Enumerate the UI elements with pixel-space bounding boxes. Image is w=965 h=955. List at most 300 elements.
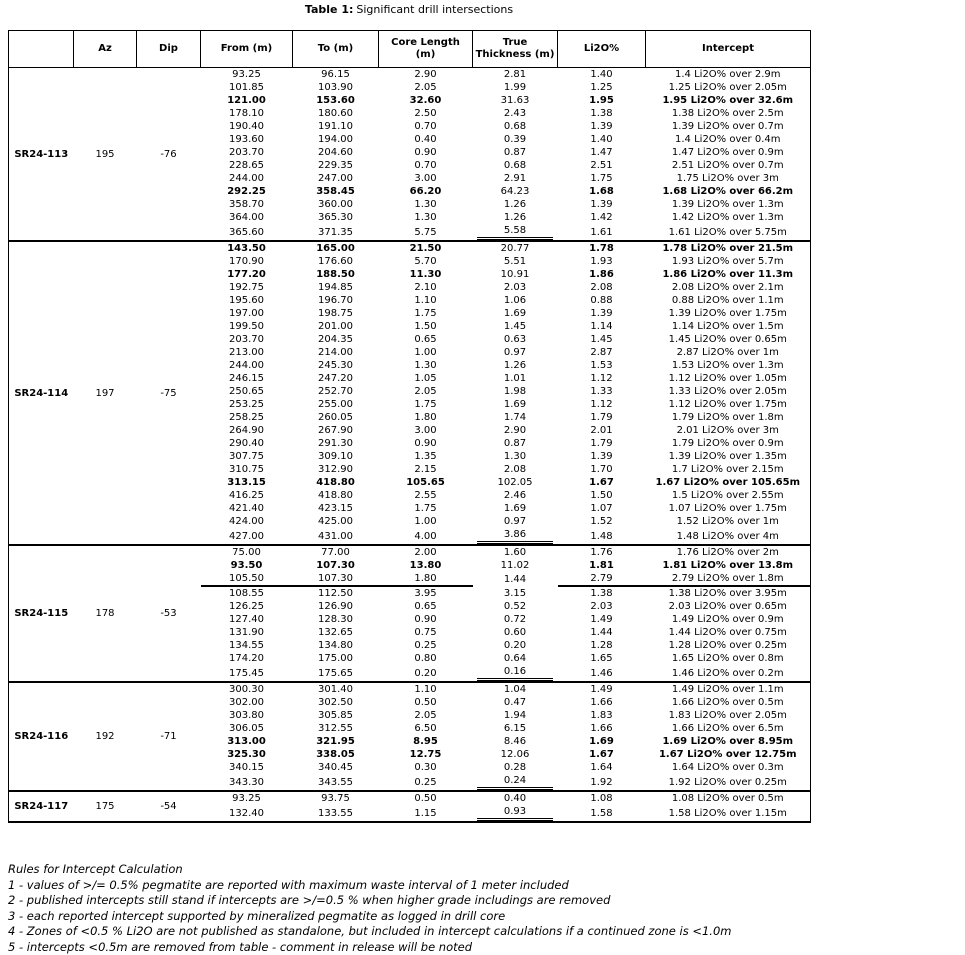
- true-thickness-cell: 1.44: [473, 572, 558, 586]
- intercept-cell: 1.49 Li2O% over 1.1m: [646, 682, 811, 696]
- core-length-cell: 1.50: [379, 320, 473, 333]
- table-title: [8, 3, 810, 17]
- table-title-label: Table 1:: [305, 3, 354, 16]
- core-length-cell: 11.30: [379, 268, 473, 281]
- hole-id-cell: SR24-117: [9, 791, 74, 822]
- from-cell: 250.65: [201, 385, 293, 398]
- to-cell: 201.00: [293, 320, 379, 333]
- from-cell: 132.40: [201, 805, 293, 822]
- column-header-6: True Thickness (m): [473, 31, 558, 68]
- intercept-cell: 1.4 Li2O% over 0.4m: [646, 133, 811, 146]
- core-length-cell: 1.00: [379, 346, 473, 359]
- true-thickness-value: 3.86: [477, 529, 553, 544]
- from-cell: 310.75: [201, 463, 293, 476]
- from-cell: 134.55: [201, 639, 293, 652]
- li2o-cell: 1.61: [558, 224, 646, 241]
- li2o-cell: 1.66: [558, 722, 646, 735]
- intercept-cell: 1.67 Li2O% over 105.65m: [646, 476, 811, 489]
- from-cell: 303.80: [201, 709, 293, 722]
- intercept-cell: 1.75 Li2O% over 3m: [646, 172, 811, 185]
- li2o-cell: 1.86: [558, 268, 646, 281]
- core-length-cell: 3.95: [379, 586, 473, 600]
- intercept-cell: 1.5 Li2O% over 2.55m: [646, 489, 811, 502]
- true-thickness-cell: 1.45: [473, 320, 558, 333]
- intercept-cell: 1.12 Li2O% over 1.05m: [646, 372, 811, 385]
- to-cell: 128.30: [293, 613, 379, 626]
- intercept-cell: 0.88 Li2O% over 1.1m: [646, 294, 811, 307]
- from-cell: 199.50: [201, 320, 293, 333]
- true-thickness-cell: 102.05: [473, 476, 558, 489]
- from-cell: 178.10: [201, 107, 293, 120]
- to-cell: 180.60: [293, 107, 379, 120]
- intercept-cell: 2.79 Li2O% over 1.8m: [646, 572, 811, 586]
- li2o-cell: 1.42: [558, 211, 646, 224]
- to-cell: 196.70: [293, 294, 379, 307]
- li2o-cell: 0.88: [558, 294, 646, 307]
- core-length-cell: 1.75: [379, 398, 473, 411]
- from-cell: 300.30: [201, 682, 293, 696]
- from-cell: 416.25: [201, 489, 293, 502]
- li2o-cell: 2.08: [558, 281, 646, 294]
- core-length-cell: 4.00: [379, 528, 473, 545]
- true-thickness-cell: 1.04: [473, 682, 558, 696]
- li2o-cell: 1.69: [558, 735, 646, 748]
- core-length-cell: 0.50: [379, 791, 473, 805]
- intercept-rules: [8, 862, 948, 955]
- li2o-cell: 1.95: [558, 94, 646, 107]
- true-thickness-cell: 0.47: [473, 696, 558, 709]
- intercept-cell: 1.12 Li2O% over 1.75m: [646, 398, 811, 411]
- table-header: [9, 31, 811, 68]
- li2o-cell: 1.39: [558, 198, 646, 211]
- true-thickness-cell: [473, 805, 558, 822]
- to-cell: 418.80: [293, 489, 379, 502]
- intercept-cell: 1.48 Li2O% over 4m: [646, 528, 811, 545]
- core-length-cell: 5.70: [379, 255, 473, 268]
- to-cell: 255.00: [293, 398, 379, 411]
- li2o-cell: 1.66: [558, 696, 646, 709]
- dip-cell: -53: [137, 545, 201, 682]
- to-cell: 312.55: [293, 722, 379, 735]
- intercept-cell: 1.86 Li2O% over 11.3m: [646, 268, 811, 281]
- core-length-cell: 8.95: [379, 735, 473, 748]
- to-cell: 176.60: [293, 255, 379, 268]
- rule-line: 2 - published intercepts still stand if intercepts are >/=0.5 % when higher grade includings are removed: [8, 893, 948, 909]
- from-cell: 358.70: [201, 198, 293, 211]
- to-cell: 153.60: [293, 94, 379, 107]
- true-thickness-cell: 0.60: [473, 626, 558, 639]
- table-title-text: Significant drill intersections: [356, 3, 513, 16]
- from-cell: 340.15: [201, 761, 293, 774]
- intercept-cell: 1.39 Li2O% over 0.7m: [646, 120, 811, 133]
- column-header-1: Az: [74, 31, 137, 68]
- az-cell: 175: [74, 791, 137, 822]
- true-thickness-cell: [473, 665, 558, 682]
- to-cell: 198.75: [293, 307, 379, 320]
- true-thickness-cell: 0.68: [473, 120, 558, 133]
- core-length-cell: 0.25: [379, 774, 473, 791]
- true-thickness-value: 5.58: [477, 225, 553, 240]
- to-cell: 112.50: [293, 586, 379, 600]
- intercept-cell: 1.68 Li2O% over 66.2m: [646, 185, 811, 198]
- true-thickness-cell: 11.02: [473, 559, 558, 572]
- from-cell: 213.00: [201, 346, 293, 359]
- li2o-cell: 1.52: [558, 515, 646, 528]
- hole-id-cell: SR24-113: [9, 68, 74, 242]
- true-thickness-cell: [473, 224, 558, 241]
- to-cell: 418.80: [293, 476, 379, 489]
- column-header-8: Intercept: [646, 31, 811, 68]
- rule-line: 1 - values of >/= 0.5% pegmatite are reported with maximum waste interval of 1 meter included: [8, 878, 948, 894]
- true-thickness-cell: 0.63: [473, 333, 558, 346]
- from-cell: 108.55: [201, 586, 293, 600]
- table-header-row: [9, 31, 811, 68]
- to-cell: 93.75: [293, 791, 379, 805]
- li2o-cell: 1.28: [558, 639, 646, 652]
- intercept-cell: 1.42 Li2O% over 1.3m: [646, 211, 811, 224]
- from-cell: 126.25: [201, 600, 293, 613]
- li2o-cell: 2.51: [558, 159, 646, 172]
- core-length-cell: 2.00: [379, 545, 473, 559]
- from-cell: 197.00: [201, 307, 293, 320]
- intercept-cell: 1.93 Li2O% over 5.7m: [646, 255, 811, 268]
- az-cell: 178: [74, 545, 137, 682]
- core-length-cell: 0.20: [379, 665, 473, 682]
- az-cell: 197: [74, 241, 137, 545]
- intercept-cell: 1.39 Li2O% over 1.75m: [646, 307, 811, 320]
- core-length-cell: 105.65: [379, 476, 473, 489]
- from-cell: 306.05: [201, 722, 293, 735]
- li2o-cell: 1.50: [558, 489, 646, 502]
- column-header-3: From (m): [201, 31, 293, 68]
- li2o-cell: 1.14: [558, 320, 646, 333]
- core-length-cell: 0.75: [379, 626, 473, 639]
- to-cell: 247.20: [293, 372, 379, 385]
- to-cell: 134.80: [293, 639, 379, 652]
- true-thickness-value: 0.24: [477, 775, 553, 790]
- intercept-cell: 1.39 Li2O% over 1.35m: [646, 450, 811, 463]
- rules-heading: Rules for Intercept Calculation: [8, 862, 948, 878]
- core-length-cell: 3.00: [379, 424, 473, 437]
- hole-id-cell: SR24-114: [9, 241, 74, 545]
- intercept-cell: 1.38 Li2O% over 3.95m: [646, 586, 811, 600]
- rule-line: 5 - intercepts <0.5m are removed from table - comment in release will be noted: [8, 940, 948, 955]
- true-thickness-cell: 1.74: [473, 411, 558, 424]
- from-cell: 307.75: [201, 450, 293, 463]
- true-thickness-cell: 1.26: [473, 198, 558, 211]
- true-thickness-cell: [473, 774, 558, 791]
- table-row: [9, 545, 811, 559]
- from-cell: 121.00: [201, 94, 293, 107]
- from-cell: 228.65: [201, 159, 293, 172]
- li2o-cell: 1.49: [558, 682, 646, 696]
- from-cell: 203.70: [201, 146, 293, 159]
- core-length-cell: 1.35: [379, 450, 473, 463]
- core-length-cell: 2.05: [379, 709, 473, 722]
- intercept-cell: 1.38 Li2O% over 2.5m: [646, 107, 811, 120]
- intercept-cell: 2.03 Li2O% over 0.65m: [646, 600, 811, 613]
- li2o-cell: 1.53: [558, 359, 646, 372]
- to-cell: 194.00: [293, 133, 379, 146]
- drill-intersections-table: [8, 30, 811, 823]
- core-length-cell: 13.80: [379, 559, 473, 572]
- li2o-cell: 1.12: [558, 372, 646, 385]
- dip-cell: -54: [137, 791, 201, 822]
- table-row: [9, 682, 811, 696]
- core-length-cell: 1.80: [379, 411, 473, 424]
- rule-line: 4 - Zones of <0.5 % Li2O are not published as standalone, but included in intercept calculations if a continued zone is <1.0m: [8, 924, 948, 940]
- core-length-cell: 0.25: [379, 639, 473, 652]
- li2o-cell: 1.49: [558, 613, 646, 626]
- true-thickness-cell: 0.39: [473, 133, 558, 146]
- dip-cell: -76: [137, 68, 201, 242]
- true-thickness-cell: 0.20: [473, 639, 558, 652]
- from-cell: 131.90: [201, 626, 293, 639]
- core-length-cell: 0.30: [379, 761, 473, 774]
- li2o-cell: 1.75: [558, 172, 646, 185]
- li2o-cell: 1.46: [558, 665, 646, 682]
- from-cell: 244.00: [201, 172, 293, 185]
- intercept-cell: 1.78 Li2O% over 21.5m: [646, 241, 811, 255]
- true-thickness-cell: 1.26: [473, 359, 558, 372]
- core-length-cell: 1.30: [379, 198, 473, 211]
- to-cell: 175.65: [293, 665, 379, 682]
- li2o-cell: 1.78: [558, 241, 646, 255]
- intercept-cell: 1.46 Li2O% over 0.2m: [646, 665, 811, 682]
- true-thickness-cell: 0.72: [473, 613, 558, 626]
- from-cell: 75.00: [201, 545, 293, 559]
- true-thickness-value: 0.16: [477, 666, 553, 681]
- from-cell: 292.25: [201, 185, 293, 198]
- to-cell: 425.00: [293, 515, 379, 528]
- to-cell: 107.30: [293, 559, 379, 572]
- intercept-cell: 1.45 Li2O% over 0.65m: [646, 333, 811, 346]
- to-cell: 77.00: [293, 545, 379, 559]
- true-thickness-cell: 10.91: [473, 268, 558, 281]
- li2o-cell: 1.39: [558, 120, 646, 133]
- li2o-cell: 1.12: [558, 398, 646, 411]
- from-cell: 427.00: [201, 528, 293, 545]
- core-length-cell: 2.55: [379, 489, 473, 502]
- from-cell: 203.70: [201, 333, 293, 346]
- intercept-cell: 1.47 Li2O% over 0.9m: [646, 146, 811, 159]
- core-length-cell: 0.70: [379, 159, 473, 172]
- true-thickness-cell: 1.06: [473, 294, 558, 307]
- to-cell: 358.45: [293, 185, 379, 198]
- to-cell: 309.10: [293, 450, 379, 463]
- intercept-cell: 1.95 Li2O% over 32.6m: [646, 94, 811, 107]
- from-cell: 302.00: [201, 696, 293, 709]
- core-length-cell: 2.05: [379, 385, 473, 398]
- core-length-cell: 2.05: [379, 81, 473, 94]
- core-length-cell: 1.15: [379, 805, 473, 822]
- true-thickness-cell: 5.51: [473, 255, 558, 268]
- intercept-cell: 1.79 Li2O% over 1.8m: [646, 411, 811, 424]
- from-cell: 313.00: [201, 735, 293, 748]
- li2o-cell: 1.79: [558, 411, 646, 424]
- intercept-cell: 1.64 Li2O% over 0.3m: [646, 761, 811, 774]
- intercept-cell: 1.65 Li2O% over 0.8m: [646, 652, 811, 665]
- li2o-cell: 1.83: [558, 709, 646, 722]
- to-cell: 260.05: [293, 411, 379, 424]
- hole-id-cell: SR24-116: [9, 682, 74, 791]
- to-cell: 371.35: [293, 224, 379, 241]
- to-cell: 338.05: [293, 748, 379, 761]
- from-cell: 175.45: [201, 665, 293, 682]
- dip-cell: -75: [137, 241, 201, 545]
- intercept-cell: 1.66 Li2O% over 6.5m: [646, 722, 811, 735]
- intercept-cell: 1.69 Li2O% over 8.95m: [646, 735, 811, 748]
- li2o-cell: 1.39: [558, 307, 646, 320]
- true-thickness-cell: 1.69: [473, 398, 558, 411]
- from-cell: 343.30: [201, 774, 293, 791]
- li2o-cell: 1.44: [558, 626, 646, 639]
- table-body: [9, 68, 811, 823]
- true-thickness-cell: 2.03: [473, 281, 558, 294]
- li2o-cell: 2.03: [558, 600, 646, 613]
- rule-line: 3 - each reported intercept supported by mineralized pegmatite as logged in drill core: [8, 909, 948, 925]
- true-thickness-cell: 31.63: [473, 94, 558, 107]
- to-cell: 365.30: [293, 211, 379, 224]
- li2o-cell: 1.67: [558, 748, 646, 761]
- intercept-cell: 1.66 Li2O% over 0.5m: [646, 696, 811, 709]
- az-cell: 192: [74, 682, 137, 791]
- li2o-cell: 1.70: [558, 463, 646, 476]
- true-thickness-cell: 0.40: [473, 791, 558, 805]
- to-cell: 302.50: [293, 696, 379, 709]
- core-length-cell: 6.50: [379, 722, 473, 735]
- from-cell: 190.40: [201, 120, 293, 133]
- intercept-cell: 1.7 Li2O% over 2.15m: [646, 463, 811, 476]
- hole-id-cell: SR24-115: [9, 545, 74, 682]
- core-length-cell: 0.80: [379, 652, 473, 665]
- intercept-cell: 1.14 Li2O% over 1.5m: [646, 320, 811, 333]
- column-header-7: Li2O%: [558, 31, 646, 68]
- core-length-cell: 0.70: [379, 120, 473, 133]
- li2o-cell: 2.79: [558, 572, 646, 586]
- core-length-cell: 1.10: [379, 294, 473, 307]
- from-cell: 195.60: [201, 294, 293, 307]
- true-thickness-cell: 0.64: [473, 652, 558, 665]
- true-thickness-cell: 1.01: [473, 372, 558, 385]
- intercept-cell: 1.08 Li2O% over 0.5m: [646, 791, 811, 805]
- to-cell: 252.70: [293, 385, 379, 398]
- column-header-2: Dip: [137, 31, 201, 68]
- to-cell: 126.90: [293, 600, 379, 613]
- to-cell: 191.10: [293, 120, 379, 133]
- li2o-cell: 1.33: [558, 385, 646, 398]
- core-length-cell: 1.05: [379, 372, 473, 385]
- to-cell: 431.00: [293, 528, 379, 545]
- from-cell: 192.75: [201, 281, 293, 294]
- to-cell: 291.30: [293, 437, 379, 450]
- core-length-cell: 0.90: [379, 437, 473, 450]
- from-cell: 253.25: [201, 398, 293, 411]
- to-cell: 423.15: [293, 502, 379, 515]
- li2o-cell: 1.93: [558, 255, 646, 268]
- true-thickness-cell: 1.26: [473, 211, 558, 224]
- to-cell: 194.85: [293, 281, 379, 294]
- to-cell: 360.00: [293, 198, 379, 211]
- intercept-cell: 1.92 Li2O% over 0.25m: [646, 774, 811, 791]
- intercept-cell: 1.25 Li2O% over 2.05m: [646, 81, 811, 94]
- li2o-cell: 2.87: [558, 346, 646, 359]
- to-cell: 321.95: [293, 735, 379, 748]
- true-thickness-cell: 2.08: [473, 463, 558, 476]
- intercept-cell: 1.67 Li2O% over 12.75m: [646, 748, 811, 761]
- intercept-cell: 1.39 Li2O% over 1.3m: [646, 198, 811, 211]
- true-thickness-cell: 6.15: [473, 722, 558, 735]
- from-cell: 105.50: [201, 572, 293, 586]
- li2o-cell: 1.25: [558, 81, 646, 94]
- true-thickness-cell: 2.81: [473, 68, 558, 82]
- from-cell: 364.00: [201, 211, 293, 224]
- true-thickness-cell: 0.97: [473, 346, 558, 359]
- true-thickness-value: 0.93: [477, 806, 553, 821]
- li2o-cell: 1.40: [558, 133, 646, 146]
- li2o-cell: 1.45: [558, 333, 646, 346]
- li2o-cell: 1.48: [558, 528, 646, 545]
- li2o-cell: 1.40: [558, 68, 646, 82]
- to-cell: 96.15: [293, 68, 379, 82]
- dip-cell: -71: [137, 682, 201, 791]
- core-length-cell: 0.50: [379, 696, 473, 709]
- intercept-cell: 1.44 Li2O% over 0.75m: [646, 626, 811, 639]
- from-cell: 174.20: [201, 652, 293, 665]
- core-length-cell: 1.75: [379, 307, 473, 320]
- table-row: [9, 68, 811, 82]
- li2o-cell: 1.47: [558, 146, 646, 159]
- from-cell: 244.00: [201, 359, 293, 372]
- core-length-cell: 21.50: [379, 241, 473, 255]
- li2o-cell: 1.58: [558, 805, 646, 822]
- core-length-cell: 1.00: [379, 515, 473, 528]
- column-header-4: To (m): [293, 31, 379, 68]
- to-cell: 301.40: [293, 682, 379, 696]
- li2o-cell: 1.64: [558, 761, 646, 774]
- table-row: [9, 241, 811, 255]
- core-length-cell: 0.40: [379, 133, 473, 146]
- from-cell: 421.40: [201, 502, 293, 515]
- core-length-cell: 0.65: [379, 600, 473, 613]
- from-cell: 365.60: [201, 224, 293, 241]
- true-thickness-cell: 0.28: [473, 761, 558, 774]
- intercept-cell: 1.49 Li2O% over 0.9m: [646, 613, 811, 626]
- to-cell: 165.00: [293, 241, 379, 255]
- core-length-cell: 1.10: [379, 682, 473, 696]
- from-cell: 93.25: [201, 791, 293, 805]
- table-row: [9, 791, 811, 805]
- intercept-cell: 2.87 Li2O% over 1m: [646, 346, 811, 359]
- to-cell: 107.30: [293, 572, 379, 586]
- to-cell: 103.90: [293, 81, 379, 94]
- to-cell: 247.00: [293, 172, 379, 185]
- core-length-cell: 0.90: [379, 613, 473, 626]
- from-cell: 290.40: [201, 437, 293, 450]
- to-cell: 175.00: [293, 652, 379, 665]
- from-cell: 170.90: [201, 255, 293, 268]
- core-length-cell: 3.00: [379, 172, 473, 185]
- to-cell: 229.35: [293, 159, 379, 172]
- to-cell: 188.50: [293, 268, 379, 281]
- true-thickness-cell: 64.23: [473, 185, 558, 198]
- to-cell: 343.55: [293, 774, 379, 791]
- true-thickness-cell: [473, 528, 558, 545]
- true-thickness-cell: 0.97: [473, 515, 558, 528]
- to-cell: 132.65: [293, 626, 379, 639]
- true-thickness-cell: 1.60: [473, 545, 558, 559]
- to-cell: 133.55: [293, 805, 379, 822]
